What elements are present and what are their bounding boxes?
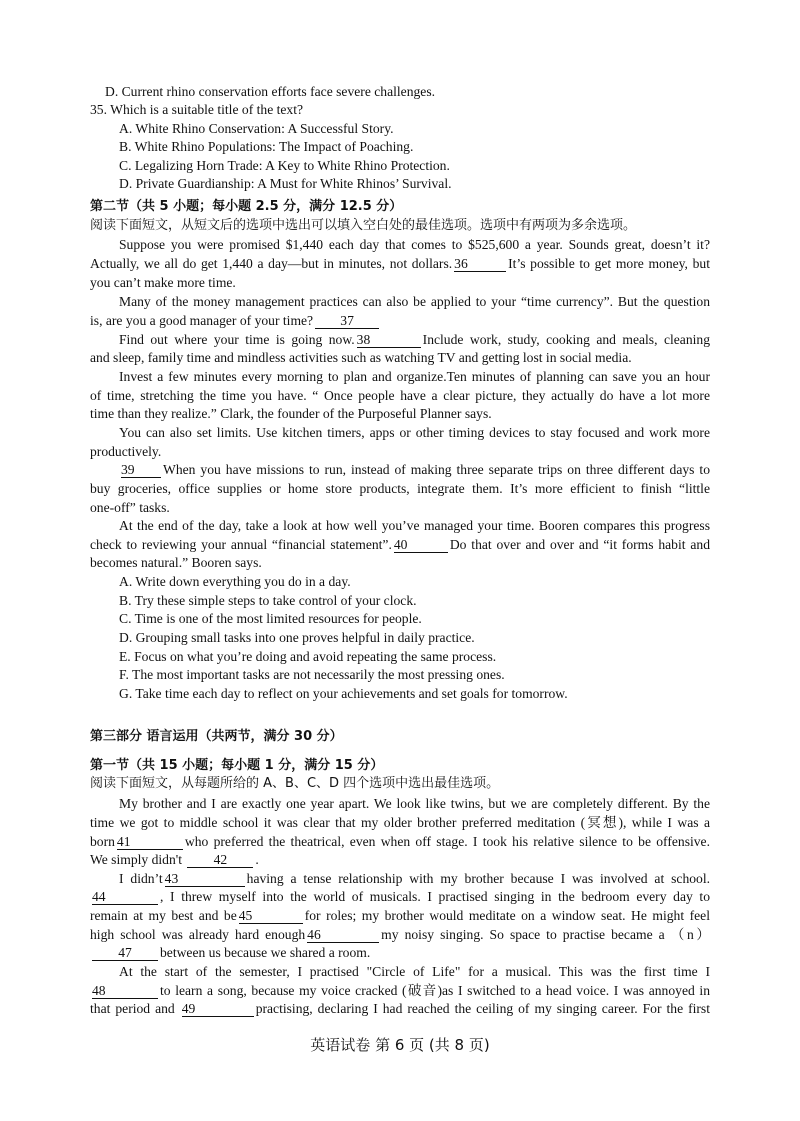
section2-instruction: 阅读下面短文，从短文后的选项中选出可以填入空白处的最佳选项。选项中有两项为多余选项。: [90, 218, 637, 233]
blank-45: 45: [239, 908, 303, 924]
q35-option-a: A. White Rhino Conservation: A Successful Story.: [119, 121, 394, 136]
passage-line: Suppose you were promised $1,440 each day that comes to $525,600 a year. Sounds great, doesn’t it?: [119, 237, 710, 252]
passage-line: 47 between us because we shared a room.: [90, 944, 710, 962]
passage-line: We simply didn't 42 .: [90, 852, 259, 867]
part3-heading: 第三部分 语言运用（共两节，满分 30 分）: [90, 729, 343, 744]
passage-line: productively.: [90, 444, 162, 459]
passage-line: born 41 who preferred the theatrical, even when off stage. I took his relative silence to be offensive.: [90, 834, 710, 849]
q34-option-d: D. Current rhino conservation efforts face severe challenges.: [105, 84, 436, 99]
blank-39: 39: [121, 462, 161, 478]
passage-line: remain at my best and be 45 for roles; my brother would meditate on a window seat. He might feel: [90, 908, 710, 923]
q35-stem: 35. Which is a suitable title of the text?: [90, 102, 304, 117]
option-d: D. Grouping small tasks into one proves helpful in daily practice.: [119, 630, 475, 645]
passage-line: that period and 49 practising, declaring I had reached the ceiling of my singing career. For the first: [90, 1001, 710, 1016]
blank-36: 36: [454, 256, 506, 272]
passage-line: You can also set limits. Use kitchen timers, apps or other timing devices to stay focused and work more: [119, 425, 710, 440]
blank-42: 42: [187, 852, 253, 868]
blank-44: 44: [92, 889, 158, 905]
passage-line: Many of the money management practices can also be applied to your “time currency”. But the question: [119, 294, 710, 309]
passage-line: At the start of the semester, I practised "Circle of Life" for a musical. This was the first time I: [119, 964, 710, 979]
option-f: F. The most important tasks are not necessarily the most pressing ones.: [119, 667, 505, 682]
passage-line: At the end of the day, take a look at how well you’ve managed your time. Booren compares this progress: [119, 518, 710, 533]
blank-40: 40: [394, 537, 448, 553]
passage-line: becomes natural.” Booren says.: [90, 555, 262, 570]
section2-heading: 第二节（共 5 小题；每小题 2.5 分，满分 12.5 分）: [90, 199, 403, 214]
option-e: E. Focus on what you’re doing and avoid repeating the same process.: [119, 649, 497, 664]
passage-line: 44 , I threw myself into the world of musicals. I practised singing in the bedroom every day to: [92, 889, 710, 904]
blank-37: 37: [315, 313, 379, 329]
passage-line: Find out where your time is going now. 38 Include work, study, cooking and meals, cleaning: [119, 332, 710, 347]
option-c: C. Time is one of the most limited resources for people.: [119, 611, 422, 626]
blank-48: 48: [92, 983, 158, 999]
passage-line: buy groceries, office supplies or home store products, integrate them. It’s more efficient to finish “little: [90, 481, 710, 496]
option-a: A. Write down everything you do in a day.: [119, 574, 351, 589]
passage-line: high school was already hard enough 46 my noisy singing. So space to practise became a （n）: [90, 927, 710, 942]
blank-43: 43: [165, 871, 245, 887]
part3-section1-heading: 第一节（共 15 小题；每小题 1 分，满分 15 分）: [90, 758, 384, 773]
blank-41: 41: [117, 834, 183, 850]
passage-line: check to reviewing your annual “financial statement”. 40 Do that over and over and “it forms habit and: [90, 537, 710, 552]
passage-line: and sleep, family time and mindless activities such as watching TV and getting lost in social media.: [90, 350, 632, 365]
passage-line: is, are you a good manager of your time? 37: [90, 312, 710, 330]
blank-47: 47: [92, 945, 158, 961]
passage-line: time we got to middle school it was clear that my older brother preferred meditation (冥想), while I was a: [90, 815, 710, 830]
option-b: B. Try these simple steps to take control of your clock.: [119, 593, 417, 608]
part3-instruction: 阅读下面短文，从每题所给的 A、B、C、D 四个选项中选出最佳选项。: [90, 776, 500, 791]
passage-line: I didn’t 43 having a tense relationship with my brother because I was involved at school.: [119, 871, 711, 886]
q35-option-c: C. Legalizing Horn Trade: A Key to White Rhino Protection.: [119, 158, 450, 173]
passage-line: My brother and I are exactly one year apart. We look like twins, but we are completely different. By the: [119, 796, 710, 811]
passage-line: Actually, we all do get 1,440 a day—but in minutes, not dollars. 36 It’s possible to get more money, but: [90, 256, 710, 271]
passage-line: of time, stretching the time you have. “ Once people have a clear picture, they actually do have a lot more: [90, 388, 710, 403]
passage-line: Invest a few minutes every morning to plan and organize.Ten minutes of planning can save you an hour: [119, 369, 710, 384]
passage-line: one-off” tasks.: [90, 500, 170, 515]
blank-46: 46: [307, 927, 379, 943]
q35-option-d: D. Private Guardianship: A Must for White Rhinos’ Survival.: [119, 176, 452, 191]
page-footer: 英语试卷 第 6 页 (共 8 页): [310, 1036, 490, 1054]
passage-line: 48 to learn a song, because my voice cracked (破音)as I switched to a head voice. I was annoyed in: [92, 983, 710, 998]
option-g: G. Take time each day to reflect on your achievements and set goals for tomorrow.: [119, 686, 568, 701]
q35-option-b: B. White Rhino Populations: The Impact of Poaching.: [119, 139, 414, 154]
passage-line: time than they realize.” Clark, the founder of the Purposeful Planner says.: [90, 406, 492, 421]
blank-38: 38: [357, 332, 421, 348]
passage-line: 39 When you have missions to run, instead of making three separate trips on three different days to: [121, 462, 710, 477]
passage-line: you can’t make more time.: [90, 275, 236, 290]
blank-49: 49: [182, 1001, 254, 1017]
